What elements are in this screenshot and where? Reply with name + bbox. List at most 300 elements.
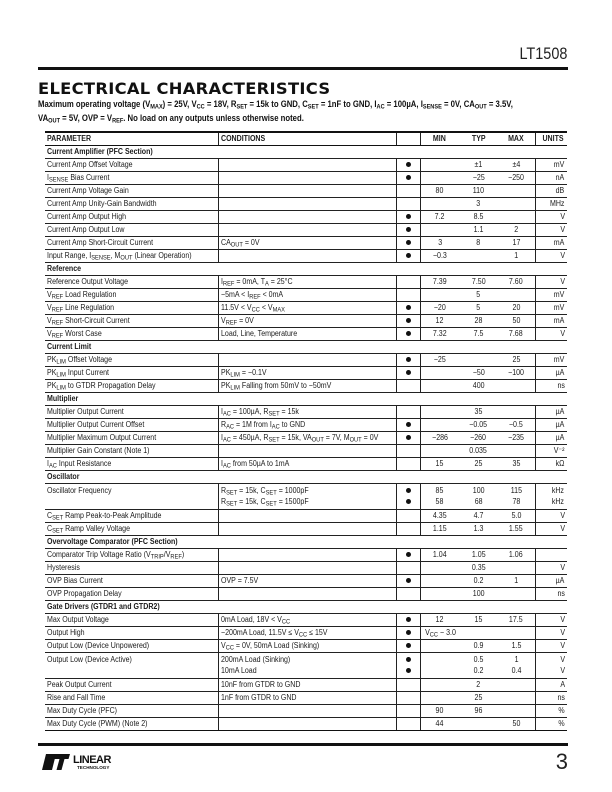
min-cell: [420, 159, 459, 172]
col-header-min: MIN: [420, 132, 459, 146]
section-title: Overvoltage Comparator (PFC Section): [45, 536, 567, 549]
temp-range-cell: [396, 458, 420, 471]
max-cell: −100: [498, 367, 535, 380]
temp-range-cell: [396, 484, 420, 510]
table-row: [45, 445, 567, 458]
parameter-cell: Hysteresis: [45, 562, 218, 575]
conditions-cell: $R_{AC} = 1M$ from $I_{AC}$ to GND: [218, 419, 396, 432]
temp-range-cell: [396, 276, 420, 289]
units-cell: mA: [535, 315, 567, 328]
table-row: [45, 198, 567, 211]
table-row: [45, 575, 567, 588]
parameter-cell: Comparator Trip Voltage Ratio $(V_{TRIP}/V_{REF})$: [45, 549, 218, 562]
min-cell: [420, 653, 459, 679]
max-cell: [498, 289, 535, 302]
units-cell: µA: [535, 432, 567, 445]
temp-range-cell: [396, 328, 420, 341]
col-header-conditions: CONDITIONS: [218, 132, 396, 146]
table-row: [45, 419, 567, 432]
max-cell: 1: [498, 575, 535, 588]
parameter-cell: Oscillator Frequency: [45, 484, 218, 510]
typ-cell: [459, 250, 498, 263]
conditions-note-line1: Maximum operating voltage $(V_{MAX}) = 25V$, $V_{CC} = 18V$, $R_{SET} = 15k$ to GND, $C_{SET} = 1nF$ to GND, $I_{AC} = 100\mu A$, $I_{SENSE} = 0V$, $CA_{OUT} = 3.5V$,: [38, 99, 513, 111]
temp-range-cell: [396, 614, 420, 627]
units-cell: kΩ: [535, 458, 567, 471]
typ-cell: 35: [459, 406, 498, 419]
full-temp-range-bullet-icon: [406, 370, 411, 375]
typ-cell: −25: [459, 172, 498, 185]
table-row: [45, 185, 567, 198]
conditions-cell: [218, 250, 396, 263]
max-cell: [498, 445, 535, 458]
min-cell: [420, 224, 459, 237]
temp-range-cell: [396, 588, 420, 601]
table-row: [45, 289, 567, 302]
max-cell: [498, 198, 535, 211]
conditions-cell: $R_{SET} = 15k$, $C_{SET} = 1000pF$ $R_{SET} = 15k$, $C_{SET} = 1500pF$: [218, 484, 396, 510]
min-cell: [420, 679, 459, 692]
typ-cell: 1.3: [459, 523, 498, 536]
full-temp-range-bullet-icon: [406, 253, 411, 258]
min-cell: 7.32: [420, 328, 459, 341]
min-cell: 90: [420, 705, 459, 718]
units-cell: µA: [535, 406, 567, 419]
conditions-cell: [218, 718, 396, 731]
min-cell: [420, 562, 459, 575]
table-row: [45, 510, 567, 523]
units-cell: V: [535, 211, 567, 224]
table-row: [45, 354, 567, 367]
units-cell: V: [535, 224, 567, 237]
col-header-parameter: PARAMETER: [45, 132, 218, 146]
temp-range-cell: [396, 380, 420, 393]
units-cell: ns: [535, 692, 567, 705]
typ-cell: 28: [459, 315, 498, 328]
min-cell: [420, 445, 459, 458]
max-cell: 35: [498, 458, 535, 471]
full-temp-range-bullet-icon: [406, 357, 411, 362]
units-cell: V: [535, 627, 567, 640]
max-cell: 1.5: [498, 640, 535, 653]
min-cell: 1.04: [420, 549, 459, 562]
max-cell: 25: [498, 354, 535, 367]
conditions-cell: 200mA Load (Sinking) 10mA Load: [218, 653, 396, 679]
table-row: [45, 523, 567, 536]
typ-cell: 110: [459, 185, 498, 198]
conditions-cell: [218, 523, 396, 536]
table-row: [45, 380, 567, 393]
min-cell: 3: [420, 237, 459, 250]
conditions-cell: [218, 445, 396, 458]
parameter-cell: $PK_{LIM}$ Offset Voltage: [45, 354, 218, 367]
full-temp-range-bullet-icon: [406, 175, 411, 180]
temp-range-cell: [396, 445, 420, 458]
conditions-cell: [218, 549, 396, 562]
temp-range-cell: [396, 250, 420, 263]
max-cell: 17.5: [498, 614, 535, 627]
full-temp-range-bullet-icon: [406, 435, 411, 440]
full-temp-range-bullet-icon: [406, 318, 411, 323]
conditions-cell: [218, 510, 396, 523]
max-cell: ±4: [498, 159, 535, 172]
units-cell: V: [535, 562, 567, 575]
conditions-cell: OVP = 7.5V: [218, 575, 396, 588]
conditions-cell: −200mA Load, $11.5V \le V_{CC} \le 15V$: [218, 627, 396, 640]
table-header-row: [45, 132, 567, 146]
typ-cell: 0.9: [459, 640, 498, 653]
temp-range-cell: [396, 705, 420, 718]
col-header-max: MAX: [498, 132, 535, 146]
min-cell: 7.39: [420, 276, 459, 289]
full-temp-range-bullet-icon: [406, 305, 411, 310]
full-temp-range-bullet-icon: [406, 643, 411, 648]
parameter-cell: Multiplier Maximum Output Current: [45, 432, 218, 445]
temp-range-cell: [396, 419, 420, 432]
max-cell: 7.60: [498, 276, 535, 289]
full-temp-range-bullet-icon: [406, 578, 411, 583]
max-cell: 50: [498, 315, 535, 328]
max-cell: [498, 185, 535, 198]
conditions-cell: $I_{AC}$ from 50µA to 1mA: [218, 458, 396, 471]
typ-cell: 25: [459, 692, 498, 705]
typ-cell: 8.5: [459, 211, 498, 224]
parameter-cell: Current Amp Output High: [45, 211, 218, 224]
header-rule: [38, 67, 568, 70]
typ-cell: −260: [459, 432, 498, 445]
conditions-note: [38, 98, 571, 125]
min-cell: 4.35: [420, 510, 459, 523]
temp-range-cell: [396, 692, 420, 705]
table-row: [45, 328, 567, 341]
parameter-cell: $I_{AC}$ Input Resistance: [45, 458, 218, 471]
conditions-cell: [218, 211, 396, 224]
parameter-cell: Current Amp Short-Circuit Current: [45, 237, 218, 250]
temp-range-cell: [396, 289, 420, 302]
parameter-cell: Multiplier Output Current Offset: [45, 419, 218, 432]
conditions-cell: 10nF from GTDR to GND: [218, 679, 396, 692]
table-row: [45, 562, 567, 575]
parameter-cell: $V_{REF}$ Line Regulation: [45, 302, 218, 315]
table-row: [45, 640, 567, 653]
conditions-cell: $I_{AC} = 450\mu A$, $R_{SET} = 15k$, $VA_{OUT} = 7V$, $M_{OUT} = 0V$: [218, 432, 396, 445]
parameter-cell: Input Range, $I_{SENSE}$, $M_{OUT}$ (Linear Operation): [45, 250, 218, 263]
min-cell: [420, 380, 459, 393]
min-cell: [420, 172, 459, 185]
units-cell: V: [535, 328, 567, 341]
section-title: Current Amplifier (PFC Section): [45, 146, 567, 159]
full-temp-range-bullet-icon: [406, 422, 411, 427]
typ-cell: 4.7: [459, 510, 498, 523]
temp-range-cell: [396, 185, 420, 198]
conditions-cell: [218, 185, 396, 198]
units-cell: V⁻²: [535, 445, 567, 458]
min-cell: [420, 692, 459, 705]
temp-range-cell: [396, 718, 420, 731]
parameter-cell: $I_{SENSE}$ Bias Current: [45, 172, 218, 185]
conditions-cell: [218, 172, 396, 185]
temp-range-cell: [396, 406, 420, 419]
part-number: LT1508: [519, 44, 567, 63]
units-cell: V: [535, 640, 567, 653]
typ-cell: 25: [459, 458, 498, 471]
parameter-cell: Current Amp Offset Voltage: [45, 159, 218, 172]
table-row: [45, 302, 567, 315]
min-cell: 80: [420, 185, 459, 198]
temp-range-cell: [396, 302, 420, 315]
units-cell: dB: [535, 185, 567, 198]
typ-cell: [459, 354, 498, 367]
units-cell: ns: [535, 380, 567, 393]
full-temp-range-bullet-icon: [406, 657, 411, 662]
typ-cell: 1.1: [459, 224, 498, 237]
linear-technology-logo: [40, 752, 122, 777]
table-row: [45, 549, 567, 562]
max-cell: 115 78: [498, 484, 535, 510]
temp-range-cell: [396, 354, 420, 367]
temp-range-cell: [396, 159, 420, 172]
conditions-cell: [218, 198, 396, 211]
parameter-cell: Max Output Voltage: [45, 614, 218, 627]
parameter-cell: Current Amp Output Low: [45, 224, 218, 237]
temp-range-cell: [396, 432, 420, 445]
max-cell: [498, 705, 535, 718]
max-cell: −250: [498, 172, 535, 185]
conditions-cell: 1nF from GTDR to GND: [218, 692, 396, 705]
typ-cell: 96: [459, 705, 498, 718]
section-header-row: [45, 341, 567, 354]
conditions-note-line2: $VA_{OUT} = 5V$, OVP = $V_{REF}$. No load on any outputs unless otherwise noted.: [38, 112, 304, 124]
min-cell: 7.2: [420, 211, 459, 224]
section-title: Reference: [45, 263, 567, 276]
units-cell: V V: [535, 653, 567, 679]
table-row: [45, 367, 567, 380]
table-row: [45, 211, 567, 224]
page-number: 3: [555, 749, 568, 774]
temp-range-cell: [396, 627, 420, 640]
min-cell: −286: [420, 432, 459, 445]
units-cell: V: [535, 614, 567, 627]
temp-range-cell: [396, 549, 420, 562]
typ-cell: [459, 718, 498, 731]
units-cell: MHz: [535, 198, 567, 211]
table-row: [45, 250, 567, 263]
max-cell: 2: [498, 224, 535, 237]
page-title: ELECTRICAL CHARACTERISTICS: [38, 79, 331, 98]
temp-range-cell: [396, 640, 420, 653]
max-cell: 7.68: [498, 328, 535, 341]
max-cell: [498, 588, 535, 601]
full-temp-range-bullet-icon: [406, 331, 411, 336]
table-row: [45, 614, 567, 627]
min-cell: −0.3: [420, 250, 459, 263]
units-cell: mA: [535, 237, 567, 250]
max-cell: [498, 692, 535, 705]
units-cell: mV: [535, 302, 567, 315]
conditions-cell: $PK_{LIM} = -0.1V$: [218, 367, 396, 380]
footer-rule: [38, 743, 568, 746]
full-temp-range-bullet-icon: [406, 214, 411, 219]
min-cell: [420, 419, 459, 432]
table-row: [45, 588, 567, 601]
table-row: [45, 679, 567, 692]
section-header-row: [45, 146, 567, 159]
units-cell: [535, 549, 567, 562]
full-temp-range-bullet-icon: [406, 227, 411, 232]
parameter-cell: $V_{REF}$ Short-Circuit Current: [45, 315, 218, 328]
table-row: [45, 237, 567, 250]
full-temp-range-bullet-icon: [406, 552, 411, 557]
units-cell: µA: [535, 575, 567, 588]
typ-cell: 7.5: [459, 328, 498, 341]
parameter-cell: OVP Bias Current: [45, 575, 218, 588]
section-title: Gate Drivers (GTDR1 and GTDR2): [45, 601, 567, 614]
parameter-cell: Peak Output Current: [45, 679, 218, 692]
units-cell: %: [535, 705, 567, 718]
typ-cell: 1.05: [459, 549, 498, 562]
table-row: [45, 172, 567, 185]
typ-cell: 15: [459, 614, 498, 627]
conditions-cell: $-5mA < I_{REF} < 0mA$: [218, 289, 396, 302]
col-header-temp-range: [396, 132, 420, 146]
section-header-row: [45, 471, 567, 484]
table-row: [45, 692, 567, 705]
min-cell: [420, 289, 459, 302]
min-cell: [420, 588, 459, 601]
parameter-cell: $V_{REF}$ Worst Case: [45, 328, 218, 341]
max-cell: [498, 406, 535, 419]
min-cell: [420, 198, 459, 211]
parameter-cell: Reference Output Voltage: [45, 276, 218, 289]
typ-cell: 0.5 0.2: [459, 653, 498, 679]
temp-range-cell: [396, 679, 420, 692]
conditions-cell: $V_{CC} = 0V$, 50mA Load (Sinking): [218, 640, 396, 653]
conditions-cell: [218, 588, 396, 601]
min-cell: $V_{CC} - 3.0$: [420, 627, 459, 640]
units-cell: V: [535, 510, 567, 523]
max-cell: [498, 211, 535, 224]
parameter-cell: $PK_{LIM}$ to GTDR Propagation Delay: [45, 380, 218, 393]
full-temp-range-bullet-icon: [406, 617, 411, 622]
typ-cell: [459, 627, 498, 640]
max-cell: 1.06: [498, 549, 535, 562]
typ-cell: −50: [459, 367, 498, 380]
parameter-cell: Multiplier Output Current: [45, 406, 218, 419]
units-cell: µA: [535, 419, 567, 432]
typ-cell: 0.2: [459, 575, 498, 588]
lt-logo-icon: [40, 752, 122, 772]
full-temp-range-bullet-icon: [406, 630, 411, 635]
parameter-cell: Current Amp Voltage Gain: [45, 185, 218, 198]
max-cell: 5.0: [498, 510, 535, 523]
typ-cell: 0.35: [459, 562, 498, 575]
full-temp-range-bullet-icon: [406, 499, 411, 504]
typ-cell: ±1: [459, 159, 498, 172]
units-cell: V: [535, 250, 567, 263]
full-temp-range-bullet-icon: [406, 668, 411, 673]
col-header-typ: TYP: [459, 132, 498, 146]
section-header-row: [45, 601, 567, 614]
units-cell: A: [535, 679, 567, 692]
units-cell: mV: [535, 289, 567, 302]
units-cell: nA: [535, 172, 567, 185]
typ-cell: 400: [459, 380, 498, 393]
temp-range-cell: [396, 562, 420, 575]
parameter-cell: $C_{SET}$ Ramp Valley Voltage: [45, 523, 218, 536]
conditions-cell: $11.5V < V_{CC} < V_{MAX}$: [218, 302, 396, 315]
parameter-cell: $PK_{LIM}$ Input Current: [45, 367, 218, 380]
conditions-cell: 0mA Load, $18V < V_{CC}$: [218, 614, 396, 627]
max-cell: [498, 380, 535, 393]
electrical-characteristics-table: [45, 131, 567, 731]
units-cell: V: [535, 276, 567, 289]
table-body: [45, 146, 567, 731]
conditions-cell: [218, 354, 396, 367]
temp-range-cell: [396, 653, 420, 679]
units-cell: mV: [535, 159, 567, 172]
typ-cell: 5: [459, 302, 498, 315]
min-cell: 44: [420, 718, 459, 731]
conditions-cell: $CA_{OUT} = 0V$: [218, 237, 396, 250]
max-cell: 1 0.4: [498, 653, 535, 679]
units-cell: kHz kHz: [535, 484, 567, 510]
conditions-cell: $I_{REF} = 0mA$, $T_A = 25^\circ C$: [218, 276, 396, 289]
temp-range-cell: [396, 367, 420, 380]
min-cell: 12: [420, 315, 459, 328]
parameter-cell: Output Low (Device Unpowered): [45, 640, 218, 653]
parameter-cell: Rise and Fall Time: [45, 692, 218, 705]
temp-range-cell: [396, 315, 420, 328]
svg-text:LINEAR: LINEAR: [73, 754, 111, 766]
section-title: Multiplier: [45, 393, 567, 406]
conditions-cell: $V_{REF} = 0V$: [218, 315, 396, 328]
parameter-cell: $V_{REF}$ Load Regulation: [45, 289, 218, 302]
temp-range-cell: [396, 510, 420, 523]
section-header-row: [45, 536, 567, 549]
units-cell: %: [535, 718, 567, 731]
max-cell: 50: [498, 718, 535, 731]
conditions-cell: [218, 705, 396, 718]
typ-cell: 2: [459, 679, 498, 692]
min-cell: 1.15: [420, 523, 459, 536]
section-header-row: [45, 393, 567, 406]
typ-cell: 5: [459, 289, 498, 302]
units-cell: µA: [535, 367, 567, 380]
section-title: Current Limit: [45, 341, 567, 354]
units-cell: ns: [535, 588, 567, 601]
max-cell: [498, 679, 535, 692]
typ-cell: 8: [459, 237, 498, 250]
full-temp-range-bullet-icon: [406, 488, 411, 493]
temp-range-cell: [396, 523, 420, 536]
table-row: [45, 705, 567, 718]
table-row: [45, 484, 567, 510]
table-row: [45, 224, 567, 237]
conditions-cell: [218, 224, 396, 237]
min-cell: 85 58: [420, 484, 459, 510]
parameter-cell: Current Amp Unity-Gain Bandwidth: [45, 198, 218, 211]
temp-range-cell: [396, 172, 420, 185]
table-row: [45, 276, 567, 289]
typ-cell: −0.05: [459, 419, 498, 432]
table-row: [45, 159, 567, 172]
conditions-cell: $I_{AC} = 100\mu A$, $R_{SET} = 15k$: [218, 406, 396, 419]
units-cell: V: [535, 523, 567, 536]
table-row: [45, 315, 567, 328]
temp-range-cell: [396, 237, 420, 250]
full-temp-range-bullet-icon: [406, 240, 411, 245]
conditions-cell: [218, 159, 396, 172]
table-row: [45, 432, 567, 445]
